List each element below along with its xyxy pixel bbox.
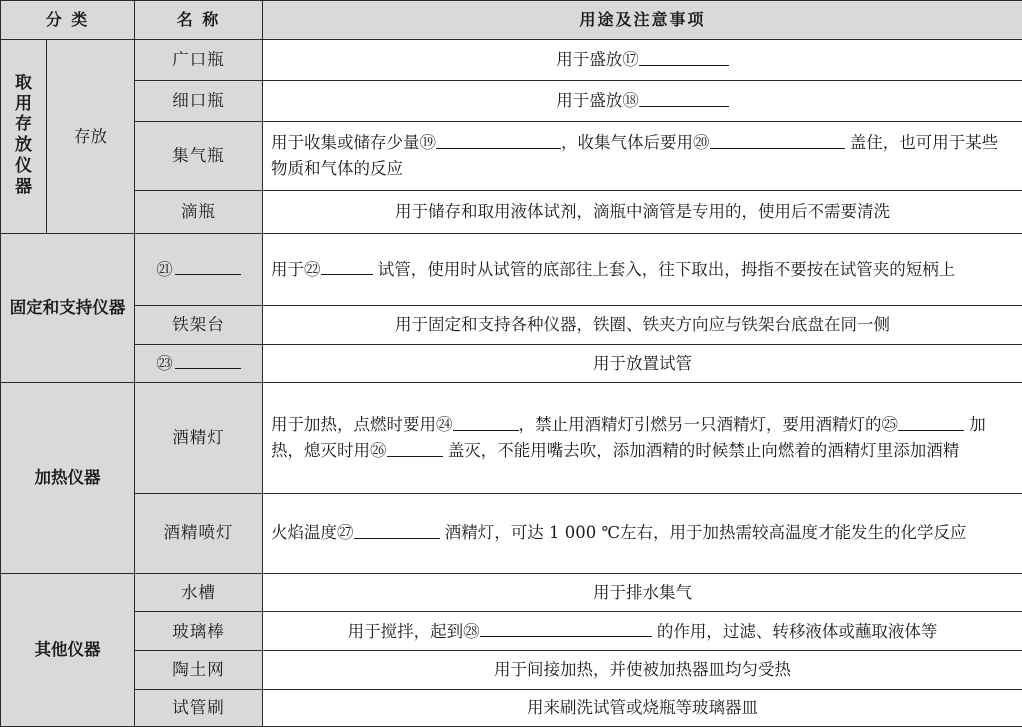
group-label-fixed: 固定和支持仪器 xyxy=(1,234,135,383)
answer-blank[interactable] xyxy=(354,523,440,539)
table-row xyxy=(1,121,1022,191)
answer-blank[interactable] xyxy=(639,91,729,107)
instrument-name: ㉑ xyxy=(135,234,263,306)
answer-blank[interactable] xyxy=(321,260,373,276)
table-row xyxy=(1,383,1022,493)
instrument-usage: 用于固定和支持各种仪器，铁圈、铁夹方向应与铁架台底盘在同一侧 xyxy=(263,305,1022,344)
instrument-name: 水槽 xyxy=(135,573,263,612)
instrument-usage: 火焰温度㉗ 酒精灯，可达 1 000 ℃左右，用于加热需较高温度才能发生的化学反应 xyxy=(263,493,1022,573)
instrument-usage: 用于间接加热，并使被加热器皿均匀受热 xyxy=(263,651,1022,690)
group-sublabel-storage: 存放 xyxy=(47,39,135,233)
group-label-access: 取用存放仪器 xyxy=(1,39,47,233)
instrument-usage: 用于放置试管 xyxy=(263,344,1022,383)
instrument-name: ㉓ xyxy=(135,344,263,383)
instrument-usage: 用于储存和取用液体试剂，滴瓶中滴管是专用的，使用后不需要清洗 xyxy=(263,191,1022,234)
header-name: 名 称 xyxy=(135,1,263,40)
table-row xyxy=(1,344,1022,383)
instrument-name: 酒精灯 xyxy=(135,383,263,493)
instrument-name: 广口瓶 xyxy=(135,39,263,80)
group-label-heating: 加热仪器 xyxy=(1,383,135,573)
instrument-usage: 用于盛放⑱ xyxy=(263,80,1022,121)
instrument-usage: 用来刷洗试管或烧瓶等玻璃器皿 xyxy=(263,690,1022,727)
answer-blank[interactable] xyxy=(453,415,519,431)
answer-blank[interactable] xyxy=(639,50,729,66)
group-label-other: 其他仪器 xyxy=(1,573,135,726)
instrument-name: 细口瓶 xyxy=(135,80,263,121)
answer-blank[interactable] xyxy=(898,415,964,431)
instrument-usage: 用于搅拌，起到㉘ 的作用，过滤、转移液体或蘸取液体等 xyxy=(263,612,1022,651)
answer-blank[interactable] xyxy=(387,441,443,457)
table-row xyxy=(1,573,1022,612)
table-row xyxy=(1,305,1022,344)
instrument-name: 酒精喷灯 xyxy=(135,493,263,573)
table-row xyxy=(1,651,1022,690)
table-row xyxy=(1,80,1022,121)
instrument-usage: 用于排水集气 xyxy=(263,573,1022,612)
table-row xyxy=(1,612,1022,651)
header-category: 分 类 xyxy=(1,1,135,40)
instrument-name: 试管刷 xyxy=(135,690,263,727)
answer-blank[interactable] xyxy=(710,133,845,149)
instrument-name: 玻璃棒 xyxy=(135,612,263,651)
instrument-usage: 用于盛放⑰ xyxy=(263,39,1022,80)
answer-blank[interactable] xyxy=(175,260,241,276)
instrument-usage: 用于㉒ 试管，使用时从试管的底部往上套入，往下取出，拇指不要按在试管夹的短柄上 xyxy=(263,234,1022,306)
answer-blank[interactable] xyxy=(436,133,561,149)
instrument-usage: 用于加热，点燃时要用㉔ ，禁止用酒精灯引燃另一只酒精灯，要用酒精灯的㉕ 加热，熄灭时用㉖ 盖灭，不能用嘴去吹，添加酒精的时候禁止向燃着的酒精灯里添加酒精 xyxy=(263,383,1022,493)
instrument-name: 铁架台 xyxy=(135,305,263,344)
instrument-usage: 用于收集或储存少量⑲ ，收集气体后要用⑳ 盖住，也可用于某些物质和气体的反应 xyxy=(263,121,1022,191)
header-row xyxy=(1,1,1022,40)
instrument-name: 陶土网 xyxy=(135,651,263,690)
answer-blank[interactable] xyxy=(480,621,652,637)
table-row xyxy=(1,191,1022,234)
header-usage: 用途及注意事项 xyxy=(263,1,1022,40)
instrument-name: 滴瓶 xyxy=(135,191,263,234)
table-row xyxy=(1,493,1022,573)
answer-blank[interactable] xyxy=(175,354,241,370)
instrument-name: 集气瓶 xyxy=(135,121,263,191)
table-row xyxy=(1,39,1022,80)
table-row xyxy=(1,690,1022,727)
table-row xyxy=(1,234,1022,306)
